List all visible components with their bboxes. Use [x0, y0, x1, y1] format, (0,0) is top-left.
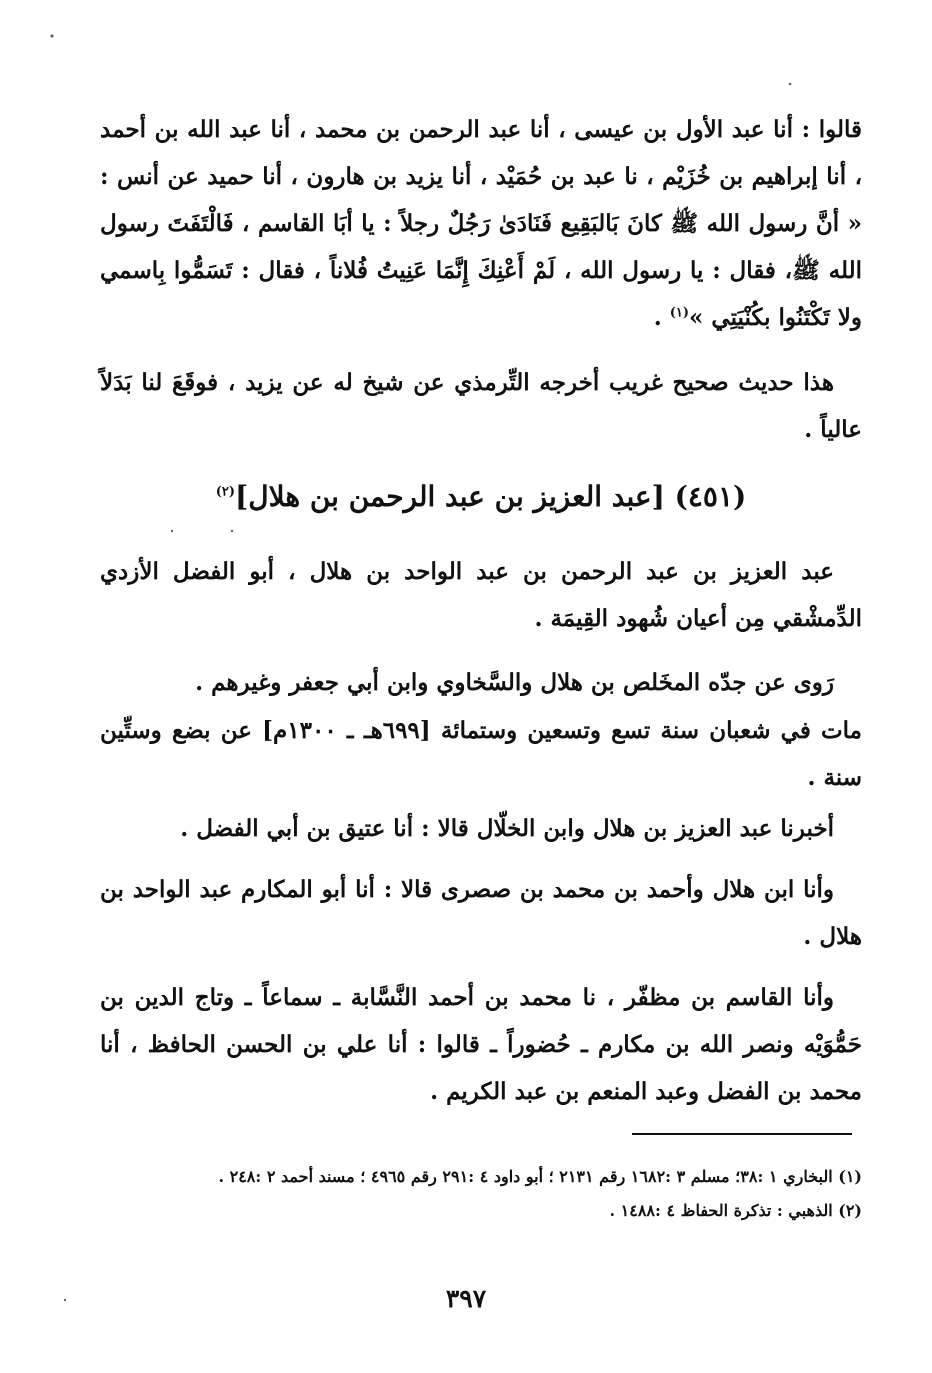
footnote-separator: [632, 1133, 852, 1135]
speck: [231, 530, 233, 532]
chain-paragraph-1: [100, 805, 862, 852]
hadith-end: .: [653, 304, 670, 331]
biography-text: عبد العزيز بن عبد الرحمن بن عبد الواحد بن هلال ، أبو الفضل الأزدي الدِّمشْقي مِن أعيان شُهود القِيمَة .: [100, 558, 862, 632]
footnote-ref-1: (١): [669, 305, 690, 321]
hadith-text: قالوا : أنا عبد الأول بن عيسى ، أنا عبد الرحمن بن محمد ، أنا عبد الله بن أحمد ، أنا إبراهيم بن خُزَيْم ، نا عبد بن حُمَيْد ، أنا يزيد بن هارون ، أنا حميد عن أنس : « أنَّ رسول الله ﷺ كانَ بَالبَقِيع فَنَادَىٰ رَجُلٌ رجلاً : يا أبَا القاسم ، فَالْتَفَتَ رسول الله ﷺ، فقال : يا رسول الله ، لَمْ أَعْنِكَ إِنَّمَا عَنِيتُ فُلاناً ، فقال : تَسَمُّوا بِاسمي ولا تَكْتَنُوا بكُنْيَتِي »: [100, 116, 862, 331]
chain-text-1: أخبرنا عبد العزيز بن هلال وابن الخلّال قالا : أنا عتيق بن أبي الفضل .: [180, 815, 834, 842]
entry-heading: [100, 472, 862, 522]
hadith-paragraph: [100, 106, 862, 341]
chain-paragraph-3: [100, 974, 862, 1115]
narration-text: رَوى عن جدّه المخَلص بن هلال والسَّخاوي وابن أبي جعفر وغيرهم .: [195, 669, 834, 696]
death-text: مات في شعبان سنة تسع وتسعين وستمائة [٦٩٩هـ ـ ١٣٠٠م] عن بضع وستِّين سنة .: [100, 717, 862, 791]
speck: [51, 35, 54, 38]
footnote-1: (١) البخاري ١ :٣٨؛ مسلم ٣ :١٦٨٢ رقم ٢١٣١ ؛ أبو داود ٤ :٢٩١ رقم ٤٩٦٥ ؛ مسند أحمد ٢ :٢٤٨ .: [218, 1167, 862, 1186]
grading-paragraph: [100, 359, 862, 453]
footnote-2: (٢) الذهبي : تذكرة الحفاظ ٤ :١٤٨٨ .: [609, 1201, 862, 1220]
footnote-ref-2: (٢): [215, 484, 236, 500]
speck: [789, 83, 791, 85]
page-number: ٣٩٧: [445, 1284, 487, 1313]
grading-text: هذا حديث صحيح غريب أخرجه التِّرمذي عن شيخ له عن يزيد ، فوقَعَ لنا بَدَلاً عالياً .: [100, 369, 862, 443]
narration-paragraph: [100, 659, 862, 706]
chain-paragraph-2: [100, 866, 862, 960]
footnotes: [100, 1160, 862, 1228]
death-paragraph: [100, 707, 862, 801]
chain-text-3: وأنا القاسم بن مظفّر ، نا محمد بن أحمد النَّسَّابة ـ سماعاً ـ وتاج الدين بن حَمُّوَيْه ونصر الله بن مكارم ـ حُضوراً ـ قالوا : أنا علي بن الحسن الحافظ ، أنا محمد بن الفضل وعبد المنعم بن عبد الكريم .: [100, 984, 862, 1105]
entry-heading-text: (٤٥١) [عبد العزيز بن عبد الرحمن بن هلال]: [235, 480, 747, 513]
speck: [171, 530, 173, 532]
biography-paragraph: [100, 548, 862, 642]
chain-text-2: وأنا ابن هلال وأحمد بن محمد بن صصرى قالا : أنا أبو المكارم عبد الواحد بن هلال .: [100, 876, 862, 950]
